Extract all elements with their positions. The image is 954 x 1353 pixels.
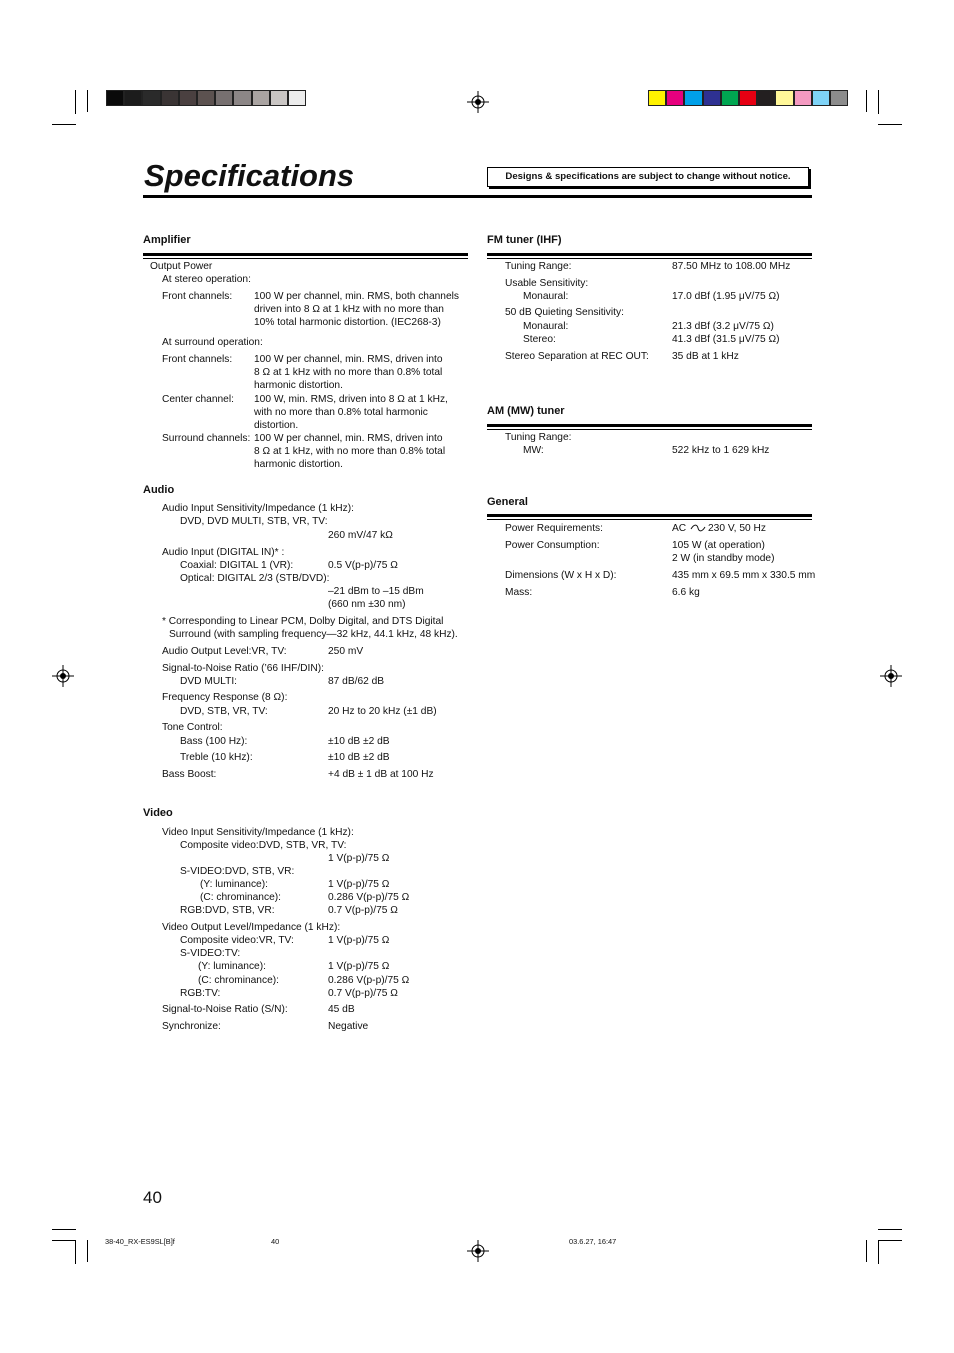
output-chrominance-label: (C: chrominance): <box>198 975 279 986</box>
audio-output-level-label: Audio Output Level:VR, TV: <box>162 646 287 657</box>
fm-rule <box>487 253 812 256</box>
fm-tuner-heading: FM tuner (IHF) <box>487 234 562 246</box>
power-requirements-label: Power Requirements: <box>505 523 603 534</box>
optical-value: (660 nm ±30 nm) <box>328 599 406 610</box>
audio-input-sensitivity-label: Audio Input Sensitivity/Impedance (1 kHz): <box>162 503 354 514</box>
usable-sensitivity-label: Usable Sensitivity: <box>505 278 589 289</box>
amplifier-rule-thin <box>143 258 468 259</box>
front-channels-value: 100 W per channel, min. RMS, both channels <box>254 291 459 302</box>
ac-wave-icon <box>690 524 706 532</box>
power-requirements-value: 230 V, 50 Hz <box>708 523 766 534</box>
surround-channels-value: 8 Ω at 1 kHz, with no more than 0.8% total <box>254 446 446 457</box>
center-channel-value: distortion. <box>254 420 299 431</box>
video-output-level-label: Video Output Level/Impedance (1 kHz): <box>162 922 341 933</box>
mass-label: Mass: <box>505 587 533 598</box>
rgb-input-label: RGB:DVD, STB, VR: <box>180 905 275 916</box>
quieting-monaural-label: Monaural: <box>523 321 569 332</box>
composite-output-label: Composite video:VR, TV: <box>180 935 294 946</box>
mass-value: 6.6 kg <box>672 587 700 598</box>
synchronize-label: Synchronize: <box>162 1021 221 1032</box>
am-tuner-heading: AM (MW) tuner <box>487 405 565 417</box>
rgb-output-label: RGB:TV: <box>180 988 221 999</box>
chrominance-label: (C: chrominance): <box>200 892 281 903</box>
quieting-stereo-value: 41.3 dBf (31.5 μV/75 Ω) <box>672 334 780 345</box>
footer-page: 40 <box>271 1237 280 1246</box>
center-channel-value: 100 W, min. RMS, driven into 8 Ω at 1 kHz, <box>254 394 448 405</box>
frequency-response-source: DVD, STB, VR, TV: <box>180 706 268 717</box>
gray-swatch <box>106 90 124 106</box>
color-swatch <box>794 90 812 106</box>
video-heading: Video <box>143 807 173 819</box>
gray-swatch <box>124 90 142 106</box>
registration-target-icon <box>467 91 489 113</box>
gray-swatch <box>252 90 270 106</box>
video-snr-label: Signal-to-Noise Ratio (S/N): <box>162 1004 288 1015</box>
tone-control-label: Tone Control: <box>162 722 223 733</box>
gray-swatch <box>288 90 306 106</box>
title-rule <box>143 195 812 198</box>
fm-tuning-range-label: Tuning Range: <box>505 261 572 272</box>
color-swatch <box>648 90 666 106</box>
composite-output-value: 1 V(p-p)/75 Ω <box>328 935 390 946</box>
dimensions-label: Dimensions (W x H x D): <box>505 570 617 581</box>
video-input-sensitivity-label: Video Input Sensitivity/Impedance (1 kHz): <box>162 827 354 838</box>
digital-footnote: * Corresponding to Linear PCM, Dolby Digital, and DTS Digital <box>162 616 444 627</box>
notice-box <box>487 167 809 187</box>
surround-front-label: Front channels: <box>162 354 233 365</box>
surround-front-value: 100 W per channel, min. RMS, driven into <box>254 354 443 365</box>
optical-label: Optical: DIGITAL 2/3 (STB/DVD): <box>180 573 330 584</box>
general-rule <box>487 514 812 517</box>
color-swatch <box>666 90 684 106</box>
luminance-value: 1 V(p-p)/75 Ω <box>328 879 390 890</box>
gray-swatch <box>142 90 160 106</box>
output-luminance-value: 1 V(p-p)/75 Ω <box>328 961 390 972</box>
gray-swatch <box>161 90 179 106</box>
audio-input-sources: DVD, DVD MULTI, STB, VR, TV: <box>180 516 328 527</box>
color-swatch <box>775 90 793 106</box>
audio-snr-value: 87 dB/62 dB <box>328 676 385 687</box>
digital-input-label: Audio Input (DIGITAL IN)* : <box>162 547 285 558</box>
fm-rule-thin <box>487 258 812 259</box>
color-swatch <box>684 90 702 106</box>
audio-snr-source: DVD MULTI: <box>180 676 237 687</box>
am-tuning-range-label: Tuning Range: <box>505 432 572 443</box>
stereo-separation-value: 35 dB at 1 kHz <box>672 351 739 362</box>
output-chrominance-value: 0.286 V(p-p)/75 Ω <box>328 975 410 986</box>
color-swatch <box>830 90 848 106</box>
audio-input-sensitivity-value: 260 mV/47 kΩ <box>328 530 393 541</box>
surround-channels-value: harmonic distortion. <box>254 459 343 470</box>
am-rule <box>487 424 812 427</box>
gray-swatch <box>197 90 215 106</box>
power-requirements-ac: AC <box>672 523 687 534</box>
monaural-label: Monaural: <box>523 291 569 302</box>
front-channels-value: 10% total harmonic distortion. (IEC268-3) <box>254 317 441 328</box>
bass-boost-label: Bass Boost: <box>162 769 217 780</box>
svideo-input-source: S-VIDEO:DVD, STB, VR: <box>180 866 295 877</box>
center-channel-value: with no more than 0.8% total harmonic <box>254 407 428 418</box>
composite-input-value: 1 V(p-p)/75 Ω <box>328 853 390 864</box>
frequency-response-label: Frequency Response (8 Ω): <box>162 692 288 703</box>
mw-label: MW: <box>523 445 544 456</box>
audio-output-level-value: 250 mV <box>328 646 364 657</box>
bass-label: Bass (100 Hz): <box>180 736 248 747</box>
chrominance-value: 0.286 V(p-p)/75 Ω <box>328 892 410 903</box>
gray-swatch <box>270 90 288 106</box>
registration-target-icon <box>880 665 902 687</box>
color-swatch <box>812 90 830 106</box>
quieting-stereo-label: Stereo: <box>523 334 556 345</box>
general-rule-thin <box>487 519 812 520</box>
audio-snr-label: Signal-to-Noise Ratio (’66 IHF/DIN): <box>162 663 324 674</box>
page-number: 40 <box>143 1188 162 1207</box>
output-power-label: Output Power <box>150 261 213 272</box>
color-swatch <box>757 90 775 106</box>
audio-heading: Audio <box>143 484 175 496</box>
amplifier-heading: Amplifier <box>143 234 191 246</box>
power-consumption-value: 2 W (in standby mode) <box>672 553 775 564</box>
treble-label: Treble (10 kHz): <box>180 752 253 763</box>
stereo-separation-label: Stereo Separation at REC OUT: <box>505 351 649 362</box>
color-swatch <box>739 90 757 106</box>
surround-front-value: 8 Ω at 1 kHz with no more than 0.8% total <box>254 367 443 378</box>
rgb-input-value: 0.7 V(p-p)/75 Ω <box>328 905 398 916</box>
center-channel-label: Center channel: <box>162 394 234 405</box>
general-heading: General <box>487 496 528 508</box>
color-swatch <box>703 90 721 106</box>
frequency-response-value: 20 Hz to 20 kHz (±1 dB) <box>328 706 437 717</box>
amplifier-rule <box>143 253 468 256</box>
registration-target-icon <box>52 665 74 687</box>
am-rule-thin <box>487 429 812 430</box>
registration-target-icon <box>467 1240 489 1262</box>
footer-file: 38-40_RX-ES9SL[B]f <box>105 1237 175 1246</box>
svideo-output-label: S-VIDEO:TV: <box>180 948 241 959</box>
surround-operation-label: At surround operation: <box>162 337 263 348</box>
fm-tuning-range-value: 87.50 MHz to 108.00 MHz <box>672 261 791 272</box>
stereo-operation-label: At stereo operation: <box>162 274 251 285</box>
gray-swatch <box>179 90 197 106</box>
dimensions-value: 435 mm x 69.5 mm x 330.5 mm <box>672 570 816 581</box>
coaxial-value: 0.5 V(p-p)/75 Ω <box>328 560 398 571</box>
coaxial-label: Coaxial: DIGITAL 1 (VR): <box>180 560 294 571</box>
synchronize-value: Negative <box>328 1021 369 1032</box>
power-consumption-label: Power Consumption: <box>505 540 600 551</box>
surround-channels-label: Surround channels: <box>162 433 251 444</box>
bass-boost-value: +4 dB ± 1 dB at 100 Hz <box>328 769 434 780</box>
surround-channels-value: 100 W per channel, min. RMS, driven into <box>254 433 443 444</box>
footer-date: 03.6.27, 16:47 <box>569 1237 617 1246</box>
optical-value: –21 dBm to –15 dBm <box>328 586 424 597</box>
bass-value: ±10 dB ±2 dB <box>328 736 390 747</box>
luminance-label: (Y: luminance): <box>200 879 268 890</box>
rgb-output-value: 0.7 V(p-p)/75 Ω <box>328 988 398 999</box>
gray-swatch <box>215 90 233 106</box>
treble-value: ±10 dB ±2 dB <box>328 752 390 763</box>
color-swatch <box>721 90 739 106</box>
gray-swatch <box>233 90 251 106</box>
power-consumption-value: 105 W (at operation) <box>672 540 765 551</box>
composite-input-source: Composite video:DVD, STB, VR, TV: <box>180 840 347 851</box>
monaural-value: 17.0 dBf (1.95 μV/75 Ω) <box>672 291 780 302</box>
video-snr-value: 45 dB <box>328 1004 355 1015</box>
output-luminance-label: (Y: luminance): <box>198 961 266 972</box>
notice-text: Designs & specifications are subject to change without notice. <box>505 171 791 182</box>
page-title: Specifications <box>144 158 355 193</box>
front-channels-value: driven into 8 Ω at 1 kHz with no more than <box>254 304 444 315</box>
digital-footnote: Surround (with sampling frequency—32 kHz, 44.1 kHz, 48 kHz). <box>169 629 458 640</box>
mw-value: 522 kHz to 1 629 kHz <box>672 445 770 456</box>
quieting-monaural-value: 21.3 dBf (3.2 μV/75 Ω) <box>672 321 774 332</box>
quieting-sensitivity-label: 50 dB Quieting Sensitivity: <box>505 307 624 318</box>
surround-front-value: harmonic distortion. <box>254 380 343 391</box>
front-channels-label: Front channels: <box>162 291 233 302</box>
